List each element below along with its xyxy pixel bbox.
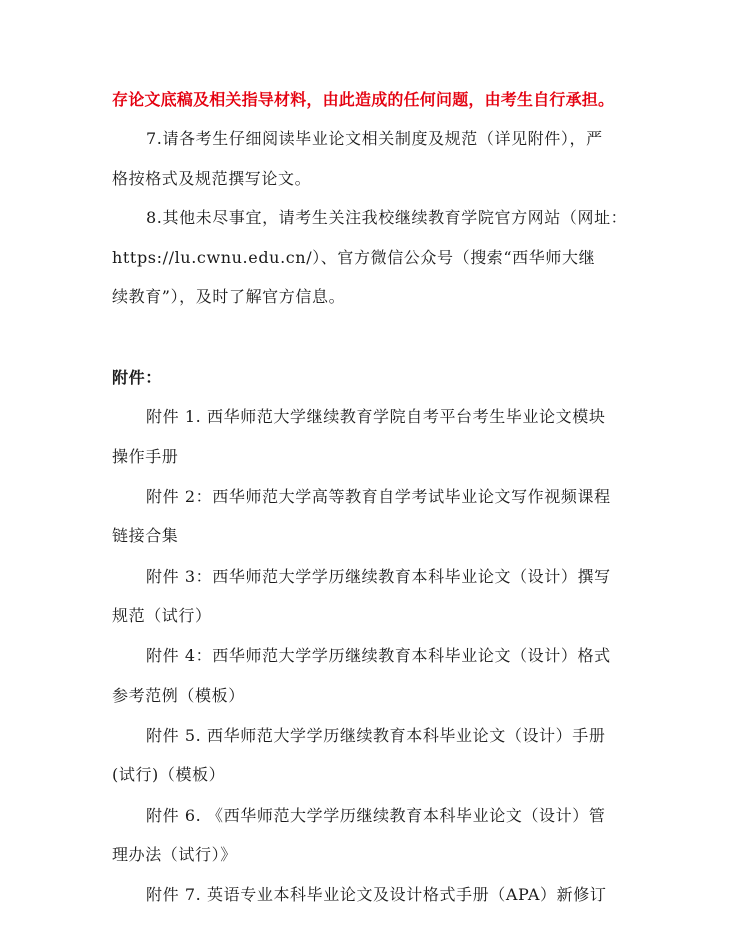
attachment-3-line-1: 附件 3：西华师范大学学历继续教育本科毕业论文（设计）撰写 [146,567,611,586]
item-8-line-3: 续教育”），及时了解官方信息。 [112,287,346,306]
item-8-line-1: 8.其他未尽事宜，请考生关注我校继续教育学院官方网站（网址： [146,208,628,227]
item-7-line-1: 7.请各考生仔细阅读毕业论文相关制度及规范（详见附件），严 [146,129,603,148]
attachment-2-line-1: 附件 2：西华师范大学高等教育自学考试毕业论文写作视频课程 [146,487,611,506]
attachment-6-line-2: 理办法（试行）》 [112,845,237,864]
item-7-line-2: 格按格式及规范撰写论文。 [112,169,312,188]
warning-line: 存论文底稿及相关指导材料，由此造成的任何问题，由考生自行承担。 [112,90,615,109]
attachment-3-line-2: 规范（试行） [112,606,212,625]
attachment-1-line-1: 附件 1. 西华师范大学继续教育学院自考平台考生毕业论文模块 [146,407,606,426]
attachment-6-line-1: 附件 6. 《西华师范大学学历继续教育本科毕业论文（设计）管 [146,806,606,825]
attachment-2-line-2: 链接合集 [112,526,179,545]
attachment-4-line-2: 参考范例（模板） [112,686,245,705]
attachment-1-line-2: 操作手册 [112,447,179,466]
attachments-heading: 附件： [112,368,162,387]
attachment-5-line-1: 附件 5. 西华师范大学学历继续教育本科毕业论文（设计）手册 [146,726,606,745]
attachment-5-line-2: (试行)（模板） [112,765,226,784]
attachment-7-line-1: 附件 7. 英语专业本科毕业论文及设计格式手册（APA）新修订 [146,885,607,904]
attachment-4-line-1: 附件 4：西华师范大学学历继续教育本科毕业论文（设计）格式 [146,646,611,665]
item-8-line-2: https://lu.cwnu.edu.cn/）、官方微信公众号（搜索“西华师大继 [112,248,596,267]
